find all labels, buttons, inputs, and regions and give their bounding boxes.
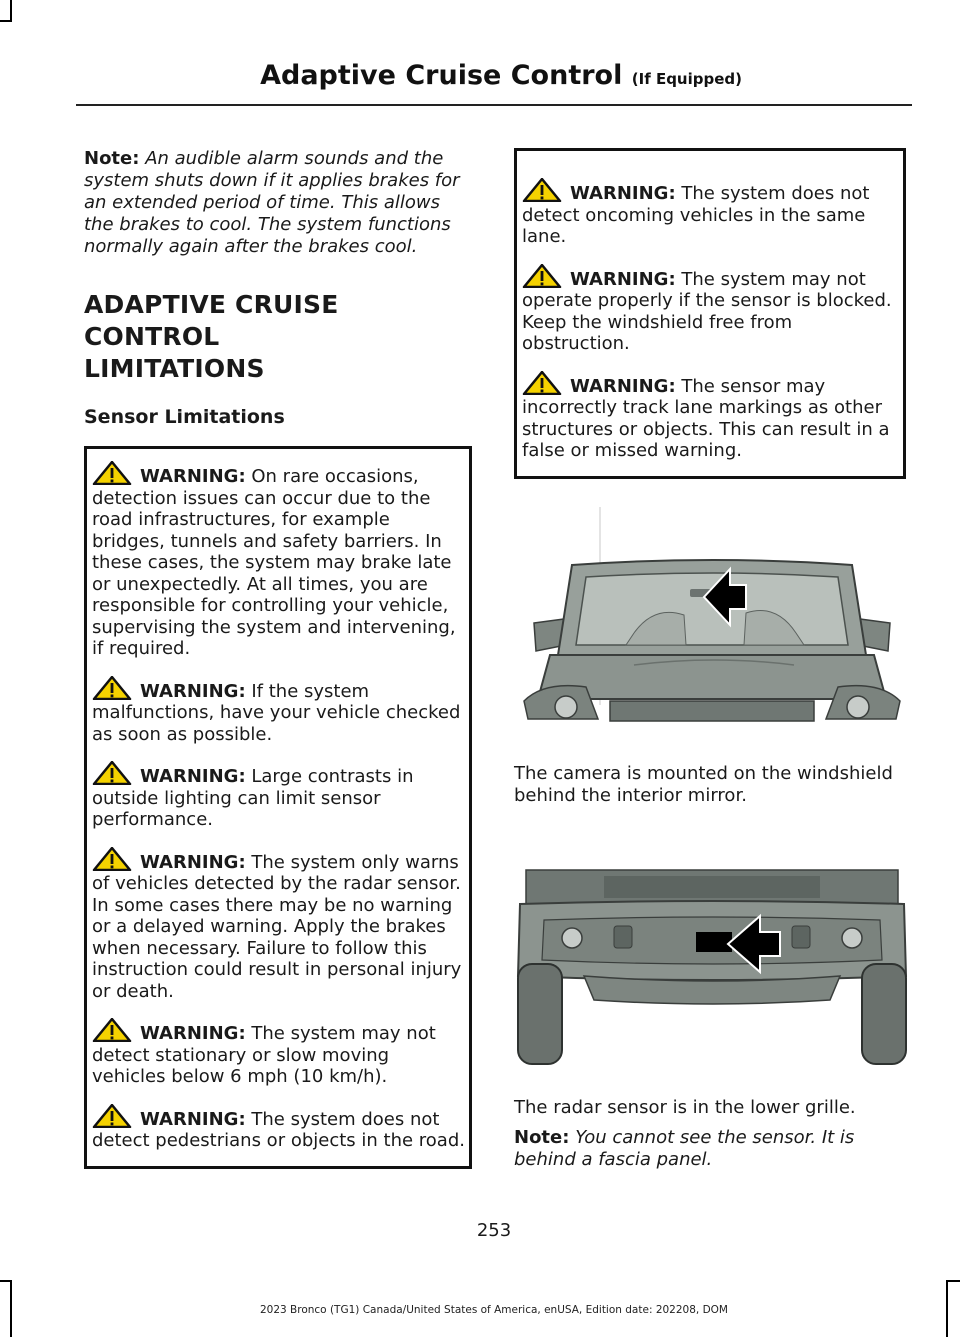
camera-caption: The camera is mounted on the windshield behind the interior mirror.: [514, 763, 893, 806]
warning-text: Large contrasts in outside lighting can limit sensor performance.: [92, 766, 414, 830]
warning-label: WARNING:: [140, 680, 246, 702]
header-divider: [76, 104, 912, 106]
warning-triangle-icon: [522, 371, 562, 395]
warning-box: [514, 148, 906, 479]
warning-item: [522, 264, 899, 355]
warning-item: [92, 847, 465, 1003]
crop-mark: [0, 20, 12, 22]
warning-text: The sensor may incorrectly track lane markings as other structures or objects. This can result in a false or missed warning.: [522, 375, 890, 461]
note-text: You cannot see the sensor. It is behind a fascia panel.: [514, 1127, 855, 1170]
subsection-title: Sensor Limitations: [84, 406, 285, 428]
brake-cooling-note: [84, 148, 472, 258]
warning-item: [92, 761, 465, 831]
note-label: Note:: [514, 1127, 570, 1148]
section-title-line2: LIMITATIONS: [84, 354, 265, 383]
warning-item: [92, 676, 465, 746]
warning-triangle-icon: [92, 1104, 132, 1128]
warning-text: The system only warns of vehicles detected by the radar sensor. In some cases there may be no warning or a delayed warning. Apply the brakes when necessary. Failure to follow this instruction could result in personal injury or death.: [92, 851, 462, 1002]
radar-location-illustration: [514, 868, 910, 1068]
warning-triangle-icon: [92, 847, 132, 871]
crop-mark: [0, 1280, 12, 1282]
warning-label: WARNING:: [570, 375, 676, 397]
warning-triangle-icon: [522, 264, 562, 288]
warning-label: WARNING:: [570, 183, 676, 204]
warning-text: The system does not detect pedestrians or objects in the road.: [92, 1108, 465, 1151]
section-title: [84, 289, 472, 385]
warning-text: If the system malfunctions, have your vehicle checked as soon as possible.: [92, 680, 461, 745]
warning-triangle-icon: [92, 1018, 132, 1042]
camera-location-illustration: [514, 505, 910, 723]
header-title-suffix: (If Equipped): [631, 70, 742, 88]
page-header-title: [260, 60, 742, 91]
warning-text: The system may not detect stationary or slow moving vehicles below 6 mph (10 km/h).: [92, 1023, 436, 1087]
warning-text: The system may not operate properly if the sensor is blocked. Keep the windshield free from obstruction.: [522, 268, 892, 354]
warning-label: WARNING:: [140, 851, 246, 873]
header-title-text: Adaptive Cruise Control: [260, 60, 623, 91]
note-label: Note:: [84, 148, 140, 169]
left-column: [84, 148, 472, 1169]
crop-mark: [946, 1280, 960, 1282]
warning-triangle-icon: [92, 676, 132, 700]
note-text: An audible alarm sounds and the system shuts down if it applies brakes for an extended period of time. This allows the brakes to cool. The system functions normally again after the brakes cool.: [84, 148, 460, 257]
crop-mark: [10, 0, 12, 22]
warning-triangle-icon: [92, 761, 132, 785]
right-column: [514, 148, 906, 479]
warning-triangle-icon: [92, 461, 132, 485]
warning-label: WARNING:: [140, 1108, 246, 1130]
warning-label: WARNING:: [140, 1023, 246, 1044]
warning-item: [522, 371, 899, 462]
warning-text: On rare occasions, detection issues can occur due to the road infrastructures, for example bridges, tunnels and safety barriers. In these cases, the system may brake late or unexpectedly. At all times, you are responsible for controlling your vehicle, supervising the system and intervening, if required.: [92, 466, 456, 659]
fascia-note: [514, 1127, 894, 1171]
warning-item: [92, 461, 465, 660]
page-number: 253: [476, 1220, 512, 1241]
warning-text: The system does not detect oncoming vehicles in the same lane.: [522, 183, 870, 247]
warning-box: [84, 446, 472, 1169]
warning-label: WARNING:: [570, 268, 676, 290]
warning-triangle-icon: [522, 178, 562, 202]
warning-item: [522, 178, 899, 248]
radar-caption: The radar sensor is in the lower grille.: [514, 1097, 856, 1118]
warning-label: WARNING:: [140, 766, 246, 787]
warning-label: WARNING:: [140, 466, 246, 487]
section-title-line1: ADAPTIVE CRUISE CONTROL: [84, 290, 339, 351]
footer-edition-info: 2023 Bronco (TG1) Canada/United States of America, enUSA, Edition date: 202208, DOM: [259, 1304, 728, 1316]
warning-item: [92, 1104, 465, 1152]
warning-item: [92, 1018, 465, 1088]
